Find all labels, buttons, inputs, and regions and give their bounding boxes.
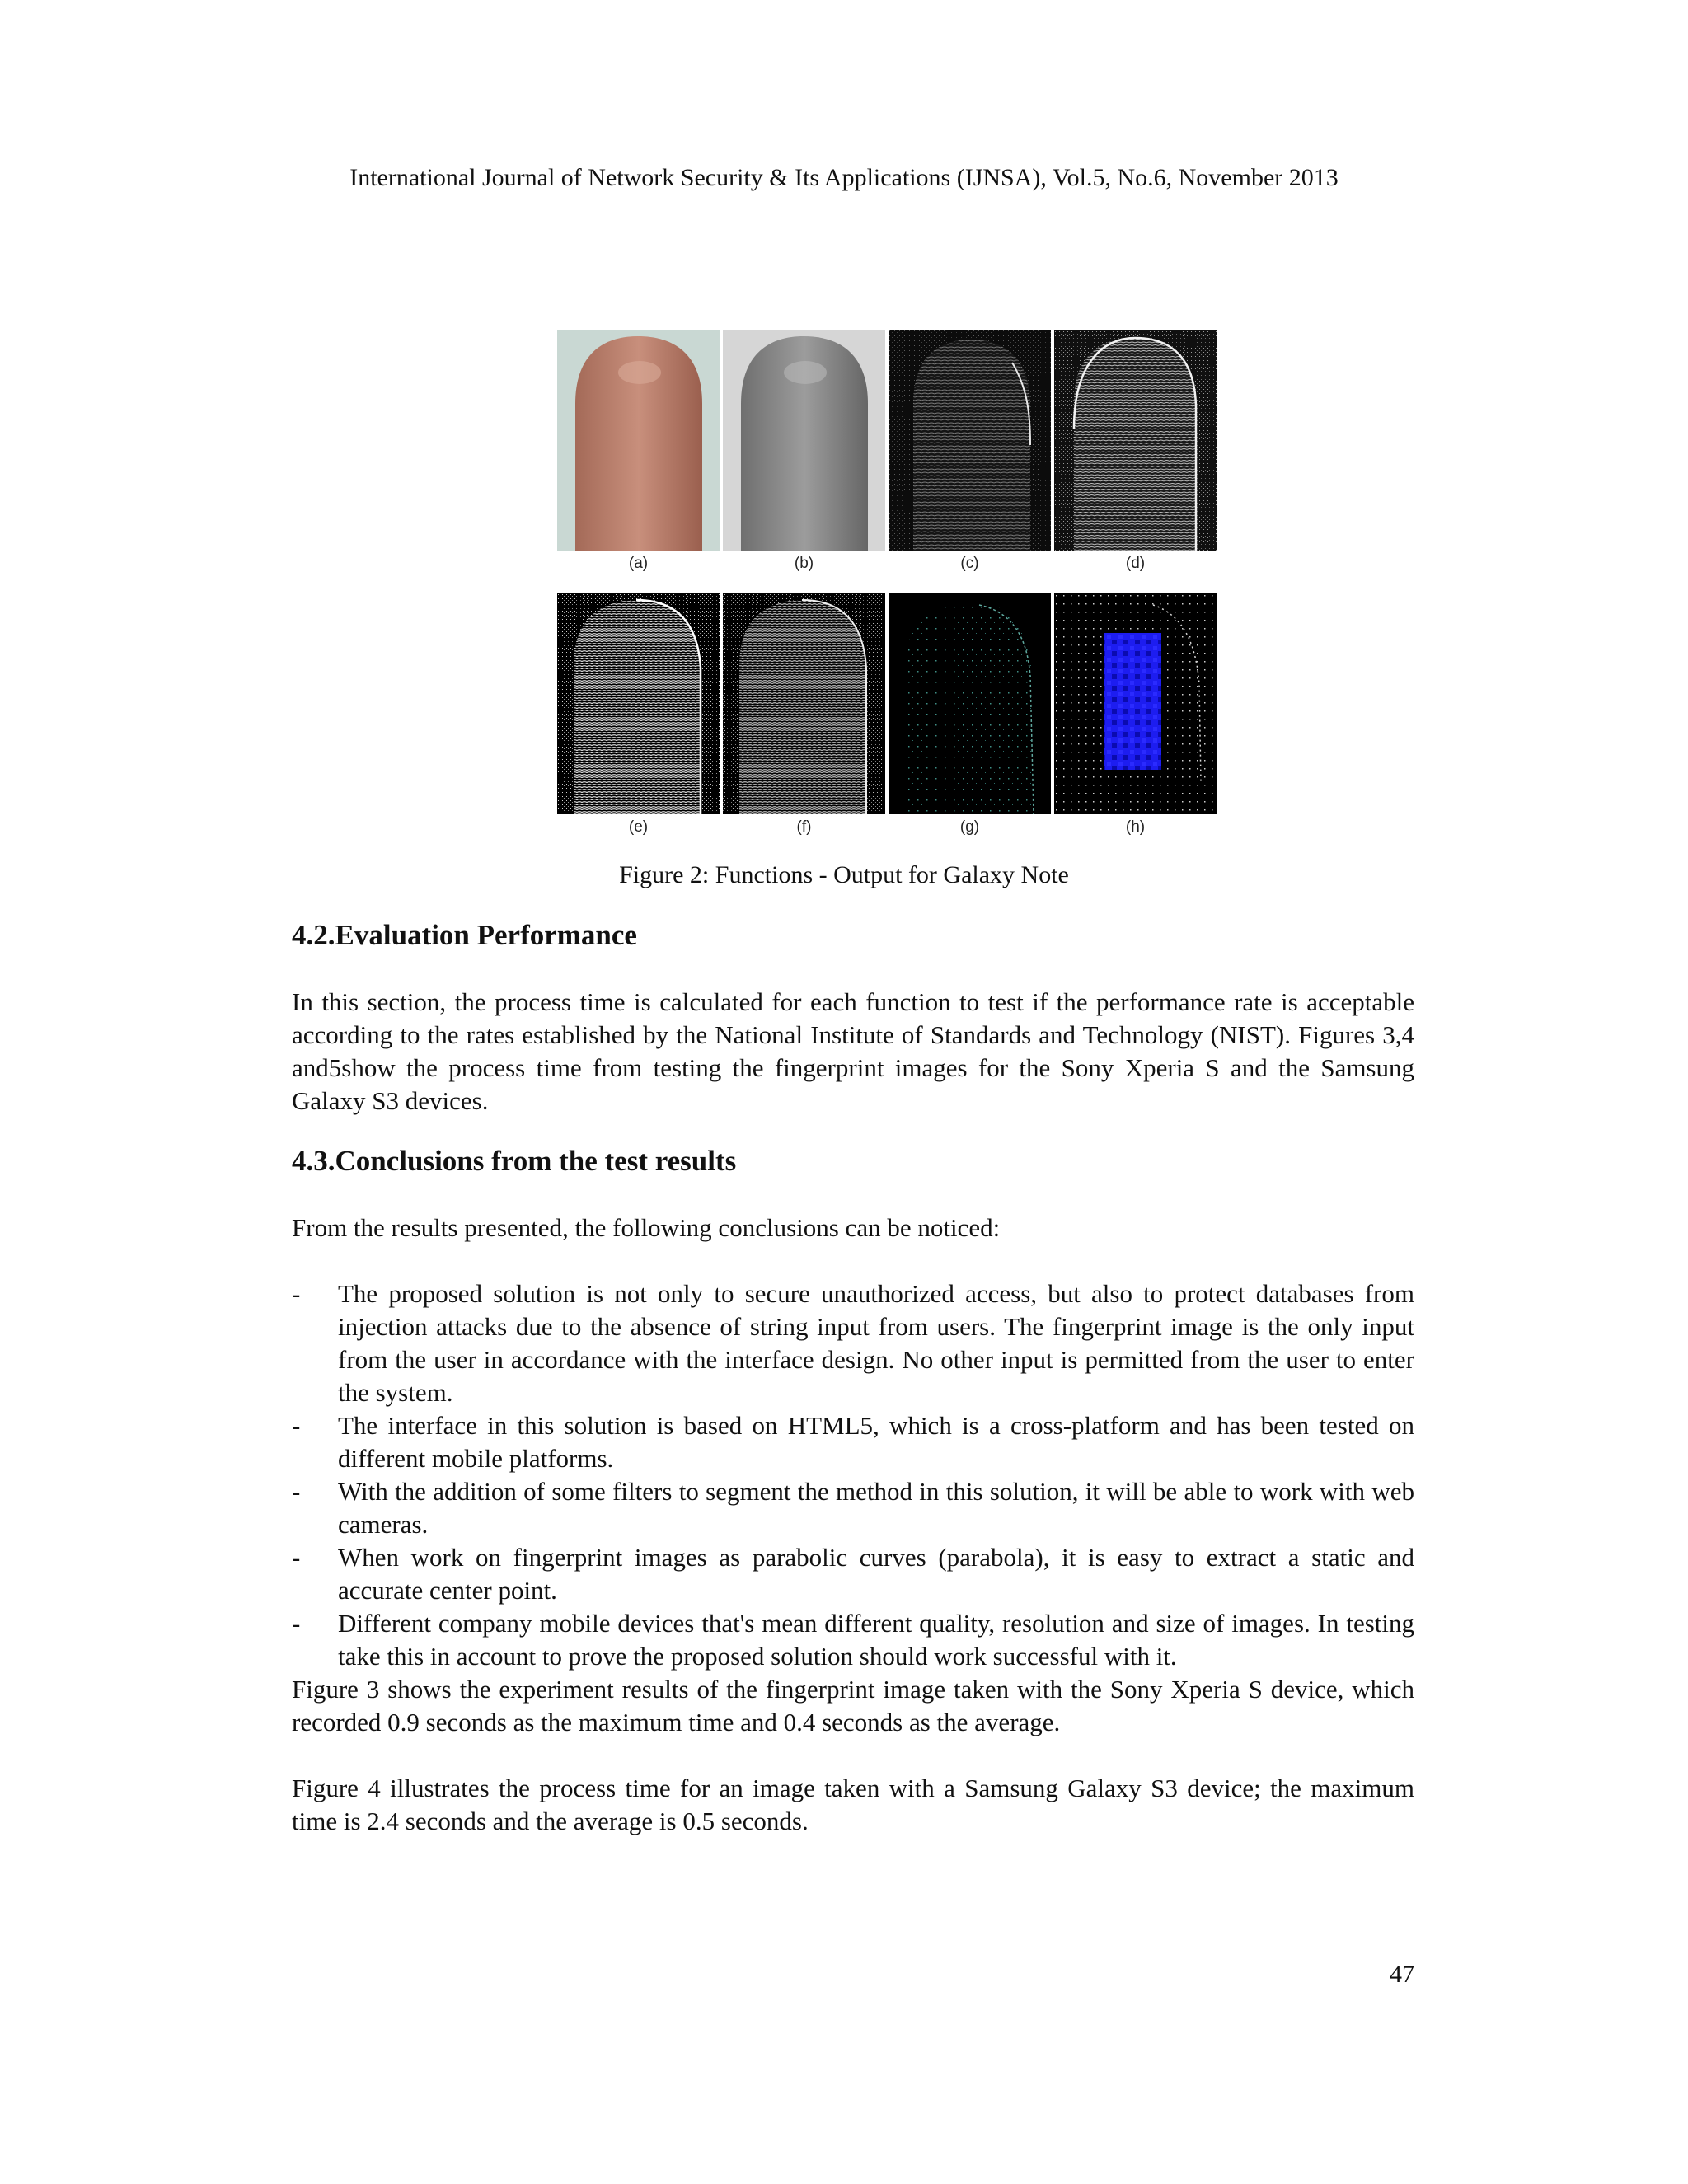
figure-row-top [557,330,1217,593]
figure-panel-b [723,330,885,593]
panel-label-e: (e) [628,818,649,836]
list-item-text: Different company mobile devices that's mean different quality, resolution and size of images. In testing take this in account to prove the proposed solution should work successful with it. [338,1609,1414,1671]
panel-label-g: (g) [959,818,980,836]
bullet-marker: - [292,1609,301,1638]
finger-grayscale-image [723,330,885,551]
finger-core-image [1054,593,1217,814]
figure-panel-d [1054,330,1217,593]
list-item [292,1475,1414,1541]
page-number: 47 [1390,1961,1414,1988]
section-heading-evaluation: 4.2.Evaluation Performance [292,919,637,951]
paragraph-evaluation: In this section, the process time is calculated for each function to test if the performance rate is acceptable according to the rates established by the National Institute of Standards and Technology (NIST). Figures 3,4 and5show the process time from testing the fingerprint images for the Sony Xperia S and the Samsung Galaxy S3 devices. [292,987,1414,1115]
bullet-marker: - [292,1477,301,1506]
paragraph-figure-4: Figure 4 illustrates the process time for an image taken with a Samsung Galaxy S3 device; the maximum time is 2.4 seconds and the average is 0.5 seconds. [292,1774,1414,1835]
body-content [292,916,1414,1838]
finger-ridge-image [1054,330,1217,551]
panel-label-c: (c) [960,555,979,572]
list-item-text: When work on fingerprint images as parabolic curves (parabola), it is easy to extract a static and accurate center point. [338,1543,1414,1605]
finger-photo-image [557,330,720,551]
finger-binary-image [557,593,720,814]
figure-2 [557,330,1217,857]
journal-header: International Journal of Network Security & Its Applications (IJNSA), Vol.5, No.6, November 2013 [349,164,1339,191]
list-item [292,1409,1414,1475]
panel-label-f: (f) [796,818,812,836]
list-item-text: The interface in this solution is based on HTML5, which is a cross-platform and has been tested on different mobile platforms. [338,1411,1414,1473]
figure-panel-a [557,330,720,593]
panel-label-b: (b) [794,555,814,572]
panel-label-h: (h) [1125,818,1146,836]
panel-label-a: (a) [628,555,649,572]
finger-minutiae-image [889,593,1051,814]
finger-thinned-image [723,593,885,814]
conclusions-list [292,1277,1414,1673]
bullet-marker: - [292,1279,301,1308]
figure-panel-e [557,593,720,857]
figure-panel-h [1054,593,1217,857]
figure-panel-f [723,593,885,857]
panel-label-d: (d) [1125,555,1146,572]
section-heading-conclusions: 4.3.Conclusions from the test results [292,1145,737,1177]
figure-row-bottom [557,593,1217,857]
list-item [292,1541,1414,1607]
figure-caption: Figure 2: Functions - Output for Galaxy Note [619,861,1069,888]
bullet-marker: - [292,1411,301,1440]
list-item [292,1277,1414,1409]
finger-edge-image [889,330,1051,551]
paragraph-figure-3: Figure 3 shows the experiment results of the fingerprint image taken with the Sony Xperia S device, which recorded 0.9 seconds as the maximum time and 0.4 seconds as the average. [292,1675,1414,1736]
list-item [292,1607,1414,1673]
figure-panel-g [889,593,1051,857]
figure-panel-c [889,330,1051,593]
list-item-text: With the addition of some filters to segment the method in this solution, it will be able to work with web cameras. [338,1477,1414,1539]
paragraph-conclusions-intro: From the results presented, the following conclusions can be noticed: [292,1213,1001,1242]
list-item-text: The proposed solution is not only to secure unauthorized access, but also to protect databases from injection attacks due to the absence of string input from users. The fingerprint image is the only input from the user in accordance with the interface design. No other input is permitted from the user to enter the system. [338,1279,1414,1407]
bullet-marker: - [292,1543,301,1572]
